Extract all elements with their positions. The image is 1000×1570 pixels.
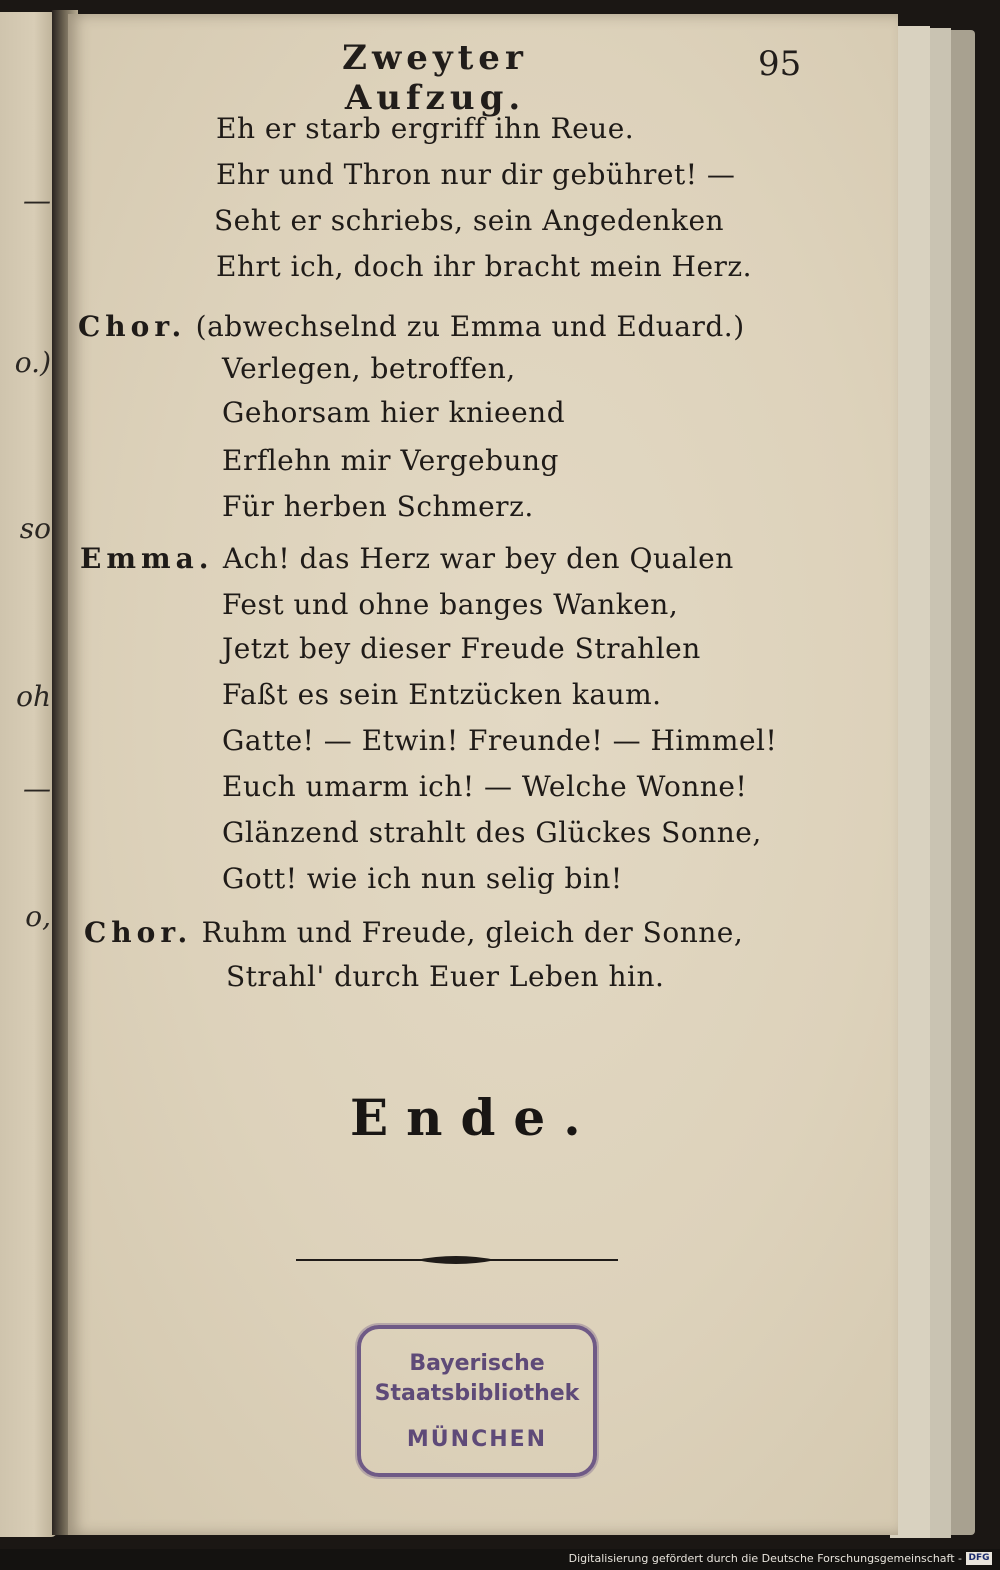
dfg-logo-icon: DFG <box>966 1552 992 1565</box>
stamp-line-3: MÜNCHEN <box>406 1427 548 1452</box>
library-stamp <box>357 1325 597 1477</box>
verse-text: Euch umarm ich! — Welche Wonne! <box>222 770 748 803</box>
left-page-fragment: o, <box>25 900 51 933</box>
verse-line <box>222 770 747 804</box>
verse-line <box>216 250 752 284</box>
ornamental-rule <box>296 1250 618 1270</box>
verse-text: Eh er starb ergriff ihn Reue. <box>216 112 635 145</box>
stage-direction: (abwechselnd zu Emma und Eduard.) <box>195 310 745 343</box>
verse-text: Glänzend strahlt des Glückes Sonne, <box>222 816 762 849</box>
verse-text: Für herben Schmerz. <box>222 490 534 523</box>
verse-line <box>222 816 762 850</box>
verse-line <box>214 204 724 238</box>
verse-line <box>226 960 664 994</box>
verse-text: Ehrt ich, doch ihr bracht mein Herz. <box>216 250 753 283</box>
verse-line <box>222 396 565 430</box>
verse-line <box>80 542 734 576</box>
verse-line <box>84 916 743 950</box>
left-page-fragment: — <box>23 184 51 217</box>
verse-text: Ruhm und Freude, gleich der Sonne, <box>201 916 744 949</box>
verse-line <box>216 158 735 192</box>
stamp-line-2: Staatsbibliothek <box>374 1381 580 1406</box>
verse-text: Verlegen, betroffen, <box>222 352 516 385</box>
verse-line <box>216 112 634 146</box>
verse-line <box>222 678 662 712</box>
digitization-credit: Digitalisierung gefördert durch die Deutsche Forschungsgemeinschaft - <box>568 1552 962 1565</box>
end-title: Ende. <box>350 1088 599 1147</box>
verse-text: Gatte! — Etwin! Freunde! — Himmel! <box>222 724 778 757</box>
left-page-fragment: — <box>23 772 51 805</box>
left-page-fragment: so <box>19 512 51 545</box>
verse-line <box>222 490 534 524</box>
verse-line <box>222 862 623 896</box>
speaker-name: Chor. <box>84 916 193 949</box>
stamp-line-1: Bayerische <box>409 1351 545 1376</box>
left-page-fragment: oh <box>16 680 51 713</box>
verse-line <box>78 310 745 344</box>
speaker-name: Chor. <box>78 310 187 343</box>
verse-text: Gehorsam hier knieend <box>222 396 566 429</box>
verse-text: Ehr und Thron nur dir gebühret! — <box>216 158 736 191</box>
running-head: Zweyter Aufzug. <box>342 38 528 118</box>
speaker-name: Emma. <box>80 542 214 575</box>
verse-line <box>222 444 559 478</box>
verse-line <box>222 352 516 386</box>
verse-text: Strahl' durch Euer Leben hin. <box>226 960 665 993</box>
verse-text: Erflehn mir Vergebung <box>222 444 559 477</box>
left-page-fragment: o.) <box>14 346 51 379</box>
verse-text: Fest und ohne banges Wanken, <box>222 588 679 621</box>
page-number: 95 <box>758 44 802 84</box>
left-page-edge <box>0 12 57 1537</box>
verse-text: Ach! das Herz war bey den Qualen <box>222 542 734 575</box>
verse-text: Jetzt bey dieser Freude Strahlen <box>222 632 701 665</box>
verse-line <box>222 588 678 622</box>
verse-line <box>222 724 777 758</box>
verse-text: Seht er schriebs, sein Angedenken <box>214 204 725 237</box>
verse-line <box>222 632 701 666</box>
verse-text: Gott! wie ich nun selig bin! <box>222 862 623 895</box>
verse-text: Faßt es sein Entzücken kaum. <box>222 678 662 711</box>
